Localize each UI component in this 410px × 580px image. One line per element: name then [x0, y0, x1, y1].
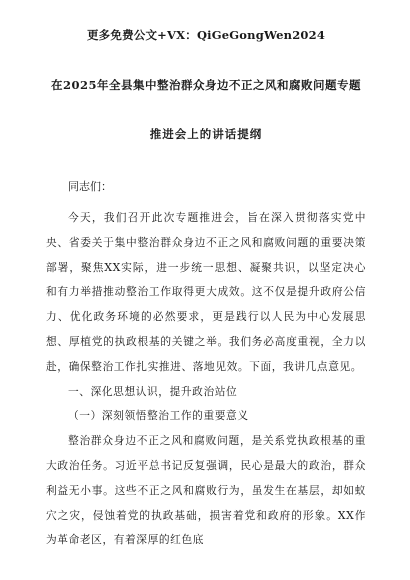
watermark-header: 更多免费公文+VX：QiGeGongWen2024	[86, 28, 326, 42]
section-heading: 一、深化思想认识，提升政治站位	[68, 384, 238, 398]
paragraph-intro: 今天，我们召开此次专题推进会，旨在深入贯彻落实党中央、省委关于集中整治群众身边不正之风和腐败问题的重要决策部署，聚焦XX实际，进一步统一思想、凝聚共识，以坚定决心和有力举措推动整治工作取得更大成效。这不仅是提升政府公信力、优化政务环境的必然要求，更是践行以人民为中心发展思想、厚植党的执政根基的关键之举。我们务必高度重视，全力以赴，确保整治工作扎实推进、落地见效。下面，我讲几点意见。	[46, 211, 366, 373]
document-title-line1: 在2025年全县集中整治群众身边不正之风和腐败问题专题	[50, 78, 361, 92]
greeting: 同志们：	[68, 180, 112, 193]
subsection-heading: （一）深刻领悟整治工作的重要意义	[68, 409, 249, 423]
document-title-line2: 推进会上的讲话提纲	[149, 127, 263, 141]
paragraph-body: 整治群众身边不正之风和腐败问题，是关系党执政根基的重大政治任务。习近平总书记反复强调，民心是最大的政治，群众利益无小事。这些不正之风和腐败行为，虽发生在基层，却如蚁穴之灾，侵蚀着党的执政基础，损害着党和政府的形象。XX作为革命老区，有着深厚的红色底	[46, 434, 366, 547]
